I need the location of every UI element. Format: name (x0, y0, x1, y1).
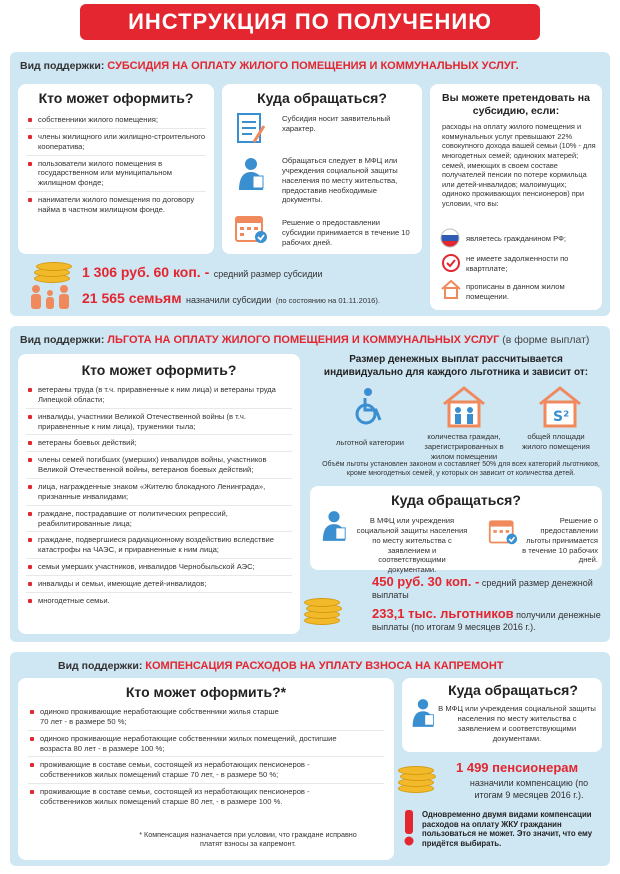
section-benefit (10, 326, 610, 642)
list-item: собственники жилого помещения; (26, 112, 206, 129)
list-item: ветераны труда (в т.ч. приравненные к ним лица) и ветераны труда Липецкой области; (26, 382, 292, 409)
house-icon (440, 278, 462, 305)
support-label: Вид поддержки: (20, 60, 105, 72)
claim-card (430, 84, 602, 310)
stat-average-subsidy (82, 264, 323, 282)
where-text-1: Субсидия носит заявительный характер. (282, 114, 391, 133)
where-title: Куда обращаться? (448, 682, 578, 698)
who-title: Кто может оформить? (38, 90, 194, 106)
stat-text: средний размер денежной выплаты (372, 578, 593, 601)
who-title: Кто может оформить?* (125, 684, 287, 700)
where-text: В МФЦ или учреждения социальной защиты населения по месту жительства с заявлением и соответствующими документами. (438, 704, 596, 743)
size-item-3: общей площади жилого помещения (522, 432, 590, 451)
list-item: ветераны боевых действий; (26, 435, 292, 452)
stat-families (82, 290, 380, 308)
support-value: КОМПЕНСАЦИЯ РАСХОДОВ НА УПЛАТУ ВЗНОСА НА КАПРЕМОНТ (145, 660, 504, 672)
stat-text: средний размер субсидии (213, 269, 323, 279)
page-title: ИНСТРУКЦИЯ ПО ПОЛУЧЕНИЮ (80, 4, 540, 40)
no-debt-icon (440, 252, 462, 279)
list-item: проживающие в составе семьи, состоящей из неработающих пенсионеров - собственников жилых помещений старше 80 лет, - в размере 100 %. (28, 784, 384, 810)
stat-beneficiaries (372, 606, 608, 634)
where-card (402, 678, 602, 752)
who-list (18, 378, 300, 609)
who-card (18, 678, 394, 860)
where-decision: Решение о предоставлении льготы принимается в течение 10 рабочих дней. (522, 516, 598, 565)
house-area-icon (536, 384, 584, 433)
section-subsidy (10, 52, 610, 316)
size-item-2: количества граждан, зарегистрированных в жилом помещении (424, 432, 504, 461)
stat-note: (по состоянию на 01.11.2016). (275, 296, 380, 305)
support-note: (в форме выплат) (502, 334, 590, 346)
claim-condition-3: прописаны в данном жилом помещении. (466, 282, 565, 301)
claim-text: расходы на оплату жилого помещения и коммунальных услуг превышают 22% совокупного дохода вашей семьи (10% - для многодетных семей; одиноких матерей; семей, имеющих в своем составе получателей пенсии по потере кормильца или детей-инвалидов; малоимущих; одиноко проживающих пенсионеров) при условии, что вы: (442, 122, 596, 208)
house-people-icon (440, 384, 488, 433)
support-row (20, 60, 519, 72)
where-text-2: Обращаться следует в МФЦ или учреждения социальной защиты населения по месту жительства, предоставив необходимые документы. (282, 156, 398, 205)
list-item: члены жилищного или жилищно-строительного кооператива; (26, 129, 206, 156)
calendar-icon (234, 212, 268, 249)
russian-flag-icon (440, 228, 460, 253)
list-item: одиноко проживающие неработающие собственники жилых помещений, достигшие возраста 80 лет - в размере 100 %; (28, 731, 384, 758)
stat-value: 233,1 тыс. льготников (372, 606, 514, 621)
section-compensation (10, 652, 610, 866)
where-card (222, 84, 422, 254)
warning-text: Одновременно двумя видами компенсации расходов на оплату ЖКУ гражданин пользоваться не может. Это значит, что ему придётся выбирать. (422, 810, 593, 849)
support-label: Вид поддержки: (58, 660, 143, 672)
stat-value: 1 499 пенсионерам (456, 760, 579, 775)
list-item: лица, награжденные знаком «Жителю блокадного Ленинграда», признанные инвалидами; (26, 479, 292, 506)
claim-condition-2: не имеете задолженности по квартплате; (466, 254, 569, 273)
stat-text: получили денежные выплаты (по итогам 9 месяцев 2016 г.). (372, 610, 601, 633)
where-text: В МФЦ или учреждения социальной защиты населения по месту жительства с заявлением и соответствующими документами. (356, 516, 468, 575)
list-item: инвалиды и семьи, имеющие детей-инвалидов; (26, 576, 292, 593)
where-card (310, 486, 602, 575)
person-icon (236, 156, 266, 197)
coins-icon (300, 588, 352, 628)
who-list (18, 700, 394, 810)
support-value: ЛЬГОТА НА ОПЛАТУ ЖИЛОГО ПОМЕЩЕНИЯ И КОММУНАЛЬНЫХ УСЛУГ (107, 334, 500, 346)
where-text-3: Решение о предоставлении субсидии принимается в течение 10 рабочих дней. (282, 218, 410, 247)
wheelchair-icon (350, 386, 390, 431)
person-icon (320, 508, 348, 549)
calendar-icon (488, 516, 518, 551)
claim-condition-1: являетесь гражданином РФ; (466, 234, 566, 243)
stat-value: 450 руб. 30 коп. - (372, 574, 480, 589)
list-item: одиноко проживающие неработающие собственники жилья старше 70 лет - в размере 50 %; (28, 704, 384, 731)
support-value: СУБСИДИЯ НА ОПЛАТУ ЖИЛОГО ПОМЕЩЕНИЯ И КОММУНАЛЬНЫХ УСЛУГ. (107, 60, 519, 72)
list-item: проживающие в составе семьи, состоящей из неработающих пенсионеров - собственников жилых помещений старше 70 лет, - в размере 50 %; (28, 757, 384, 784)
stat-value: 21 565 семьям (82, 290, 182, 306)
support-label: Вид поддержки: (20, 334, 105, 346)
where-title: Куда обращаться? (257, 90, 387, 106)
footnote: * Компенсация назначается при условии, что граждане исправно платят взносы за капремонт. (139, 830, 357, 849)
list-item: пользователи жилого помещения в государственном или муниципальном жилищном фонде; (26, 156, 206, 193)
support-row (20, 334, 589, 346)
support-row (58, 660, 504, 672)
document-icon (236, 112, 266, 151)
list-item: граждане, подвергшиеся радиационному воздействию вследствие катастрофы на ЧАЭС, и приравненные к ним лица; (26, 532, 292, 559)
stat-text: назначили компенсацию (по итогам 9 месяцев 2016 г.). (469, 778, 589, 800)
who-title: Кто может оформить? (81, 362, 237, 378)
who-card (18, 354, 300, 634)
stat-value: 1 306 руб. 60 коп. - (82, 264, 210, 280)
size-title: Размер денежных выплат рассчитывается индивидуально для каждого льготника и зависит от: (323, 354, 589, 378)
where-title: Куда обращаться? (391, 492, 521, 508)
who-list (18, 106, 214, 218)
person-icon (410, 696, 436, 735)
family-icon (28, 284, 78, 315)
coins-icon (32, 260, 74, 284)
stat-average-payment (372, 574, 608, 602)
list-item: многодетные семьи. (26, 593, 292, 609)
list-item: наниматели жилого помещения по договору найма в частном жилищном фонде. (26, 192, 206, 218)
exclamation-icon (402, 810, 416, 851)
stat-text: назначили субсидии (186, 295, 272, 305)
list-item: инвалиды, участники Великой Отечественной войны (в т.ч. приравненные к ним лица), труженики тыла; (26, 409, 292, 436)
coins-icon (394, 764, 446, 796)
svg-text:S²: S² (553, 409, 570, 425)
list-item: граждане, пострадавшие от политических репрессий, реабилитированные лица; (26, 506, 292, 533)
list-item: семьи умерших участников, инвалидов Чернобыльской АЭС; (26, 559, 292, 576)
size-item-1: льготной категории (336, 438, 404, 447)
who-card (18, 84, 214, 254)
claim-title: Вы можете претендовать на субсидию, если: (442, 92, 590, 117)
size-note: Объём льготы установлен законом и составляет 50% для всех категорий льготников, кроме многодетных семей, у которых он зависит от количества детей. (322, 461, 600, 478)
list-item: члены семей погибших (умерших) инвалидов войны, участников Великой Отечественной войны, ветеранов боевых действий; (26, 452, 292, 479)
